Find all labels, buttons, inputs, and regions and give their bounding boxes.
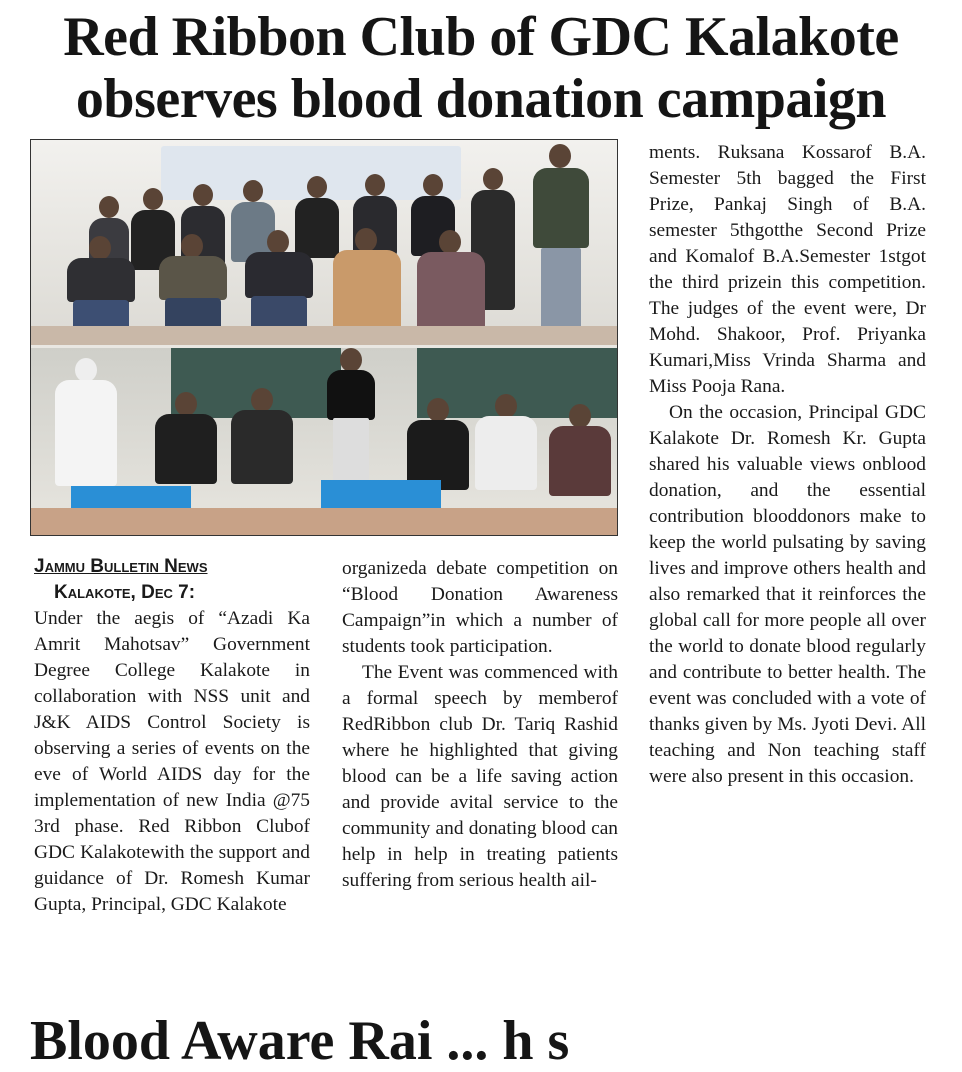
group-photo (31, 140, 617, 345)
article-headline: Red Ribbon Club of GDC Kalakote observes blood donation campaign (63, 6, 899, 130)
paragraph: ments. Ruksana Kossarof B.A. Semester 5th bagged the First Prize, Pankaj Singh of B.A. semester 5thgotthe Second Prize and Komalof B.A.Semester 1stgot the third prizein this competition. The judges of the event were, Dr Mohd. Shakoor, Prof. Priyanka Kumari,Miss Vrinda Sharma and Miss Pooja Rana. (649, 142, 926, 397)
article-column-1 (34, 554, 310, 918)
event-photo (30, 139, 618, 536)
next-headline-text: Blood Aware Rai ... h s (30, 1010, 570, 1072)
lead-text: Under the aegis of “Azadi Ka Amrit Mahotsav” Government Degree College Kalakote in collaboration with NSS unit and J&K AIDS Control Society is observing a series of events on the eve of World AIDS day for the implementation of new India @75 3rd phase. Red Ribbon Clubof GDC Kalakotewith the support and guidance of Dr. Romesh Kumar Gupta, Principal, GDC Kalakote (34, 608, 310, 915)
next-article-headline-cropped (30, 1004, 960, 1072)
article-column-2 (342, 556, 618, 894)
paragraph: The Event was commenced with a formal speech by memberof RedRibbon club Dr. Tariq Rashid where he highlighted that giving blood can be a life saving action and provide avital service to the community and donating blood can help in help in treating patients suffering from serious health ail- (342, 662, 618, 891)
dateline: Kalakote, Dec 7: (54, 582, 196, 603)
paragraph: On the occasion, Principal GDC Kalakote Dr. Romesh Kr. Gupta shared his valuable views onblood donation, and the essential contribution blooddonors make to keep the world pulsating by saving lives and improve others health and also remarked that it reinforces the global call for more people all over the world to donate blood regularly and contribute to better health. The event was concluded with a vote of thanks given by Ms. Jyoti Devi. All teaching and Non teaching staff were also present in this occasion. (649, 402, 926, 787)
debate-photo (31, 348, 617, 535)
article-column-3 (649, 140, 926, 790)
paragraph: organizeda debate competition on “Blood Donation Awareness Campaign”in which a number of students took participation. (342, 558, 618, 657)
byline: Jammu Bulletin News (34, 556, 208, 577)
lead-paragraph (34, 580, 310, 918)
